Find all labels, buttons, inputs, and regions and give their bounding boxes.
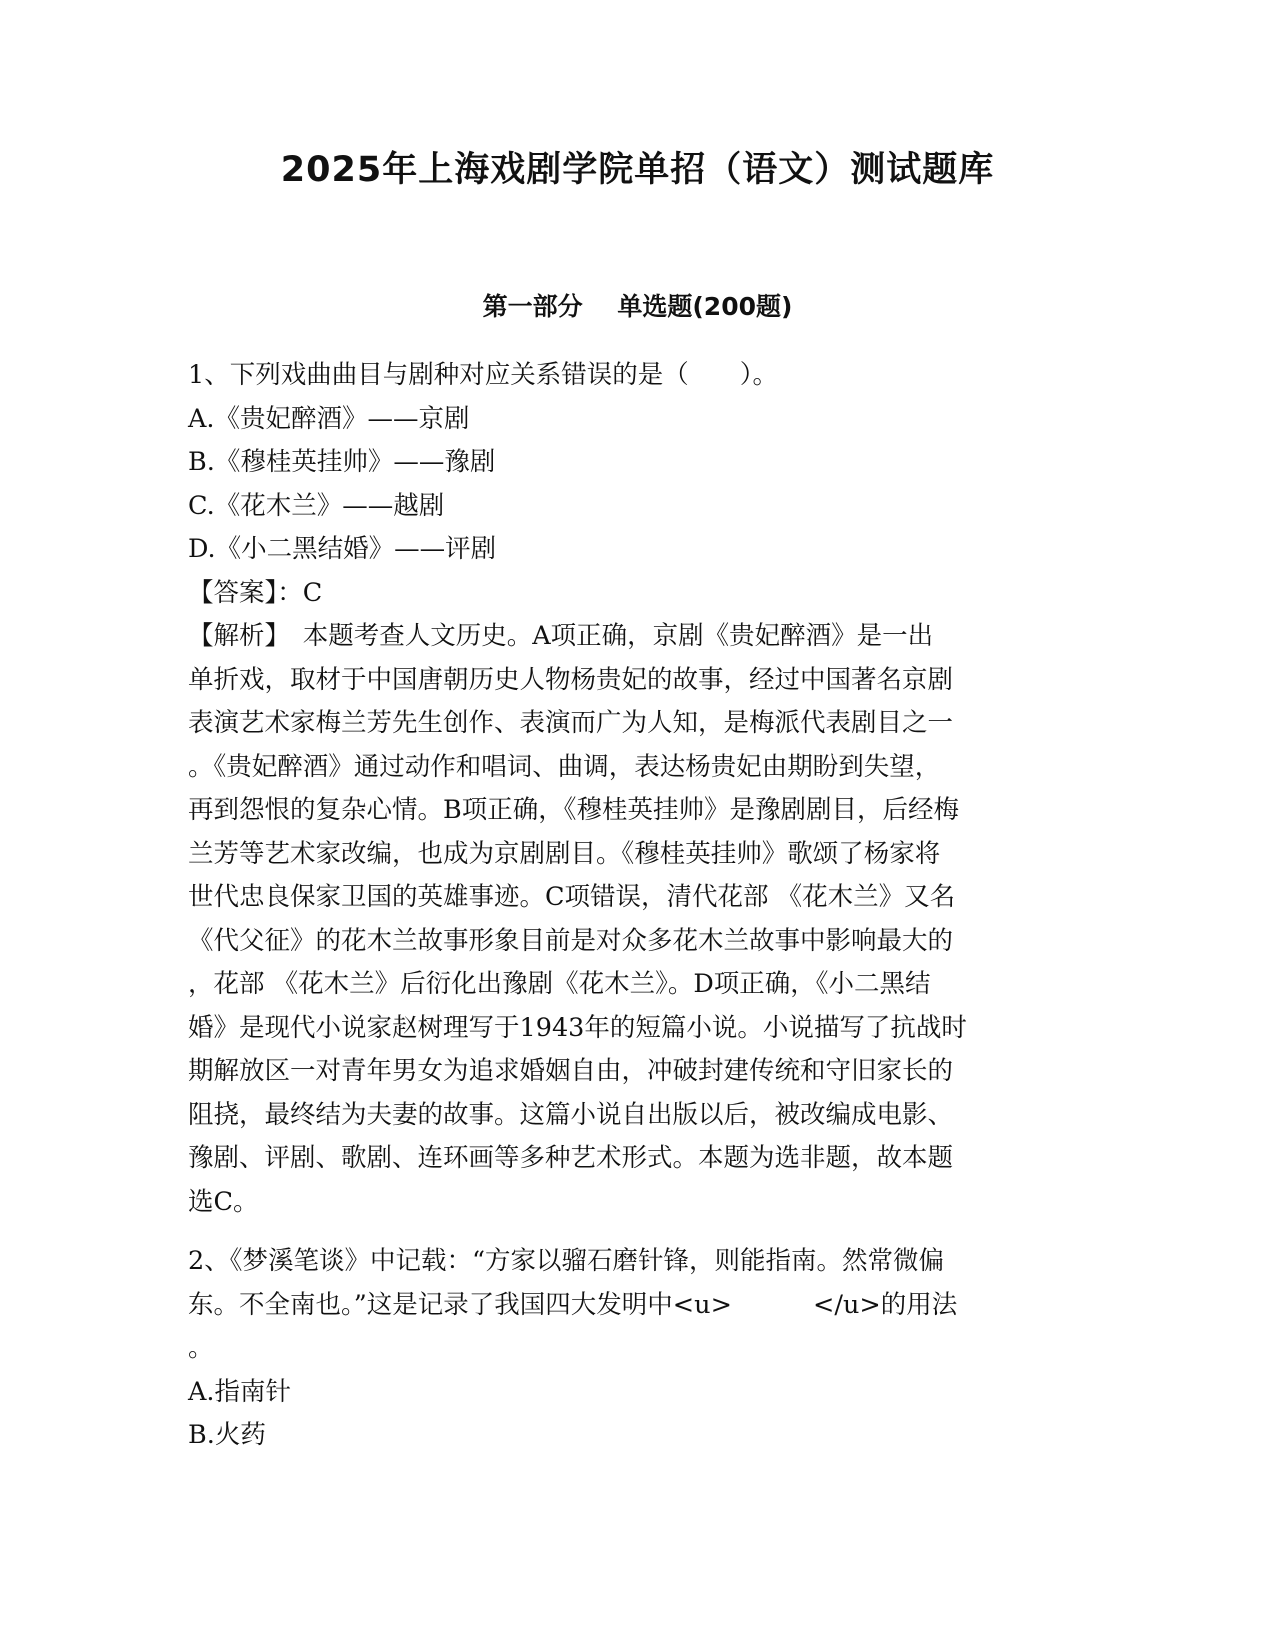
option-a: A.指南针 — [188, 1376, 292, 1407]
explanation-line: 兰芳等艺术家改编，也成为京剧剧目。《穆桂英挂帅》歌颂了杨家将 — [188, 838, 941, 869]
explanation-line: 再到怨恨的复杂心情。B项正确，《穆桂英挂帅》是豫剧剧目，后经梅 — [188, 795, 959, 825]
question-1 — [188, 354, 1078, 1224]
option-d: D.《小二黑结婚》——评剧 — [188, 534, 497, 564]
explanation-line: 期解放区一对青年男女为追求婚姻自由，冲破封建传统和守旧家长的 — [188, 1056, 954, 1086]
explanation-line: 婚》是现代小说家赵树理写于1943年的短篇小说。小说描写了抗战时 — [188, 1012, 967, 1043]
explanation-line: 世代忠良保家卫国的英雄事迹。C项错误，清代花部 《花木兰》又名 — [188, 882, 956, 912]
explanation-line: 表演艺术家梅兰芳先生创作、表演而广为人知，是梅派代表剧目之一 — [188, 708, 954, 738]
option-b: B.《穆桂英挂帅》——豫剧 — [188, 447, 496, 477]
question-stem-line: 2、《梦溪笔谈》中记载：“方家以骝石磨针锋，则能指南。然常微偏 — [188, 1246, 945, 1276]
document-body — [188, 354, 1078, 1458]
explanation-line: 【解析】 本题考查人文历史。A项正确，京剧《贵妃醉酒》是一出 — [188, 621, 934, 651]
explanation-line: 。《贵妃醉酒》通过动作和唱词、曲调，表达杨贵妃由期盼到失望， — [188, 751, 941, 782]
explanation-line: 《代父征》的花木兰故事形象目前是对众多花木兰故事中影响最大的 — [188, 925, 954, 956]
question-2 — [188, 1240, 1078, 1458]
option-b: B.火药 — [188, 1420, 266, 1450]
explanation-line: 豫剧、评剧、歌剧、连环画等多种艺术形式。本题为选非题，故本题 — [188, 1143, 954, 1173]
question-stem-line: 东。不全南也。”这是记录了我国四大发明中<u> </u>的用法 — [188, 1289, 958, 1320]
answer: 【答案】：C — [188, 577, 323, 608]
section-title: 第一部分 单选题(200题) — [482, 292, 793, 321]
explanation-line: 单折戏，取材于中国唐朝历史人物杨贵妃的故事，经过中国著名京剧 — [188, 664, 954, 695]
document-title: 2025年上海戏剧学院单招（语文）测试题库 — [280, 150, 995, 190]
option-c: C.《花木兰》——越剧 — [188, 490, 445, 521]
question-stem: 1、下列戏曲曲目与剧种对应关系错误的是（ ）。 — [188, 360, 778, 390]
explanation-line: 选C。 — [188, 1186, 259, 1217]
question-stem-line: 。 — [188, 1333, 214, 1363]
option-a: A.《贵妃醉酒》——京剧 — [188, 403, 470, 434]
explanation-line: 阻挠，最终结为夫妻的故事。这篇小说自出版以后，被改编成电影、 — [188, 1099, 954, 1130]
explanation-line: ，花部 《花木兰》后衍化出豫剧《花木兰》。D项正确，《小二黑结 — [188, 969, 931, 999]
